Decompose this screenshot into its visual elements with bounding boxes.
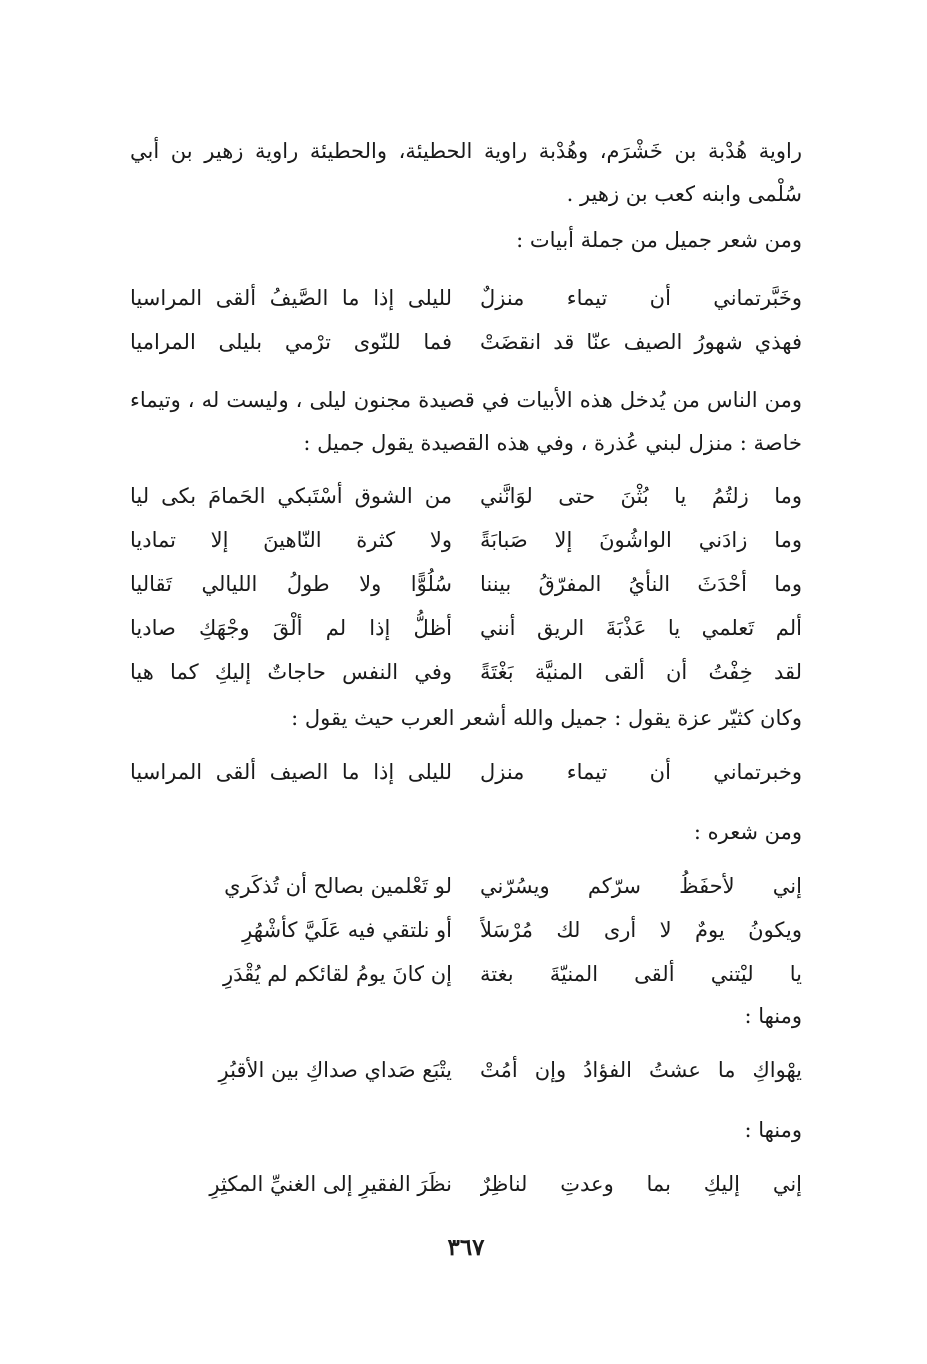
- verse-line: وخبرتماني أن تيماء منزل لليلى إذا ما الصيف ألقى المراسيا: [130, 760, 802, 784]
- intro-label-1: ومن شعر جميل من جملة أبيات :: [516, 228, 802, 252]
- verse-line: فهذي شهورُ الصيف عنّا قد انقضَتْ فما للنّوى ترْمي بليلى المراميا: [130, 330, 802, 354]
- intro-label-5: ومنها :: [744, 1118, 802, 1142]
- verse-group-1: [130, 276, 802, 364]
- verse-line: وما زادَني الواشُونَ إلا صَبابَةً ولا كثرة النّاهينَ إلا تماديا: [130, 528, 802, 552]
- verse-line: وخَبَّرتماني أن تيماء منزلٌ لليلى إذا ما الصَّيفُ ألقى المراسيا: [130, 286, 802, 310]
- document-page: [130, 130, 802, 1280]
- verse-group-3: [130, 750, 802, 794]
- verse-line: يهْواكِ ما عشتُ الفؤادُ وإن أمُتْ يتْبَع صَداي صداكِ بين الأقبُرِ: [218, 1058, 802, 1082]
- verse-group-4: [130, 864, 802, 996]
- paragraph-commentary: ومن الناس من يُدخل هذه الأبيات في قصيدة مجنون ليلى ، وليست له ، وتيماء خاصة : منزل لبني عُذرة ، وفي هذه القصيدة يقول جميل :: [130, 388, 802, 455]
- verse-group-2: [130, 474, 802, 694]
- verse-line: وما أحْدَثَ النأيُ المفرّقُ بيننا سُلُوًّا ولا طولُ الليالي تَقاليا: [130, 572, 802, 596]
- verse-line: إني إليكِ بما وعدتِ لناظِرٌ نظَرَ الفقيرِ إلى الغنيِّ المكثِرِ: [209, 1172, 802, 1196]
- verse-group-5: [130, 1048, 802, 1092]
- intro-label-4: ومنها :: [744, 1004, 802, 1028]
- verse-line: ألم تَعلمي يا عَذْبَةَ الريق أنني أظلُّ إذا لم ألْقَ وجْهَكِ صاديا: [130, 616, 802, 640]
- paragraph-opening: راوية هُدْبة بن خَشْرَم، وهُدْبة راوية الحطيئة، والحطيئة راوية زهير بن أبي سُلْمى وابنه كعب بن زهير .: [130, 139, 802, 206]
- verse-line: لقد خِفْتُ أن ألقى المنيَّة بَغْتَةً وفي النفس حاجاتٌ إليكِ كما هيا: [130, 660, 802, 684]
- verse-line: إني لأحفَظُ سرّكم ويسُرّني لو تَعْلمين بصالح أن تُذكَري: [224, 874, 802, 898]
- intro-label-2: وكان كثيّر عزة يقول : جميل والله أشعر العرب حيث يقول :: [291, 706, 802, 730]
- page-number: ٣٦٧: [447, 1234, 485, 1261]
- verse-line: يا ليْتني ألقى المنيّةَ بغتة إن كانَ يومُ لقائكم لم يُقْدَرِ: [223, 962, 802, 986]
- verse-line: ويكونُ يومٌ لا أرى لك مُرْسَلاً أو نلتقي فيه عَلَيَّ كأشْهُرِ: [242, 918, 802, 942]
- verse-line: وما زلتُمُ يا بُثْنَ حتى لوَانَّني من الشوق أسْتَبكي الحَمامَ بكى ليا: [130, 484, 802, 508]
- verse-group-6: [130, 1162, 802, 1206]
- intro-label-3: ومن شعره :: [693, 820, 802, 844]
